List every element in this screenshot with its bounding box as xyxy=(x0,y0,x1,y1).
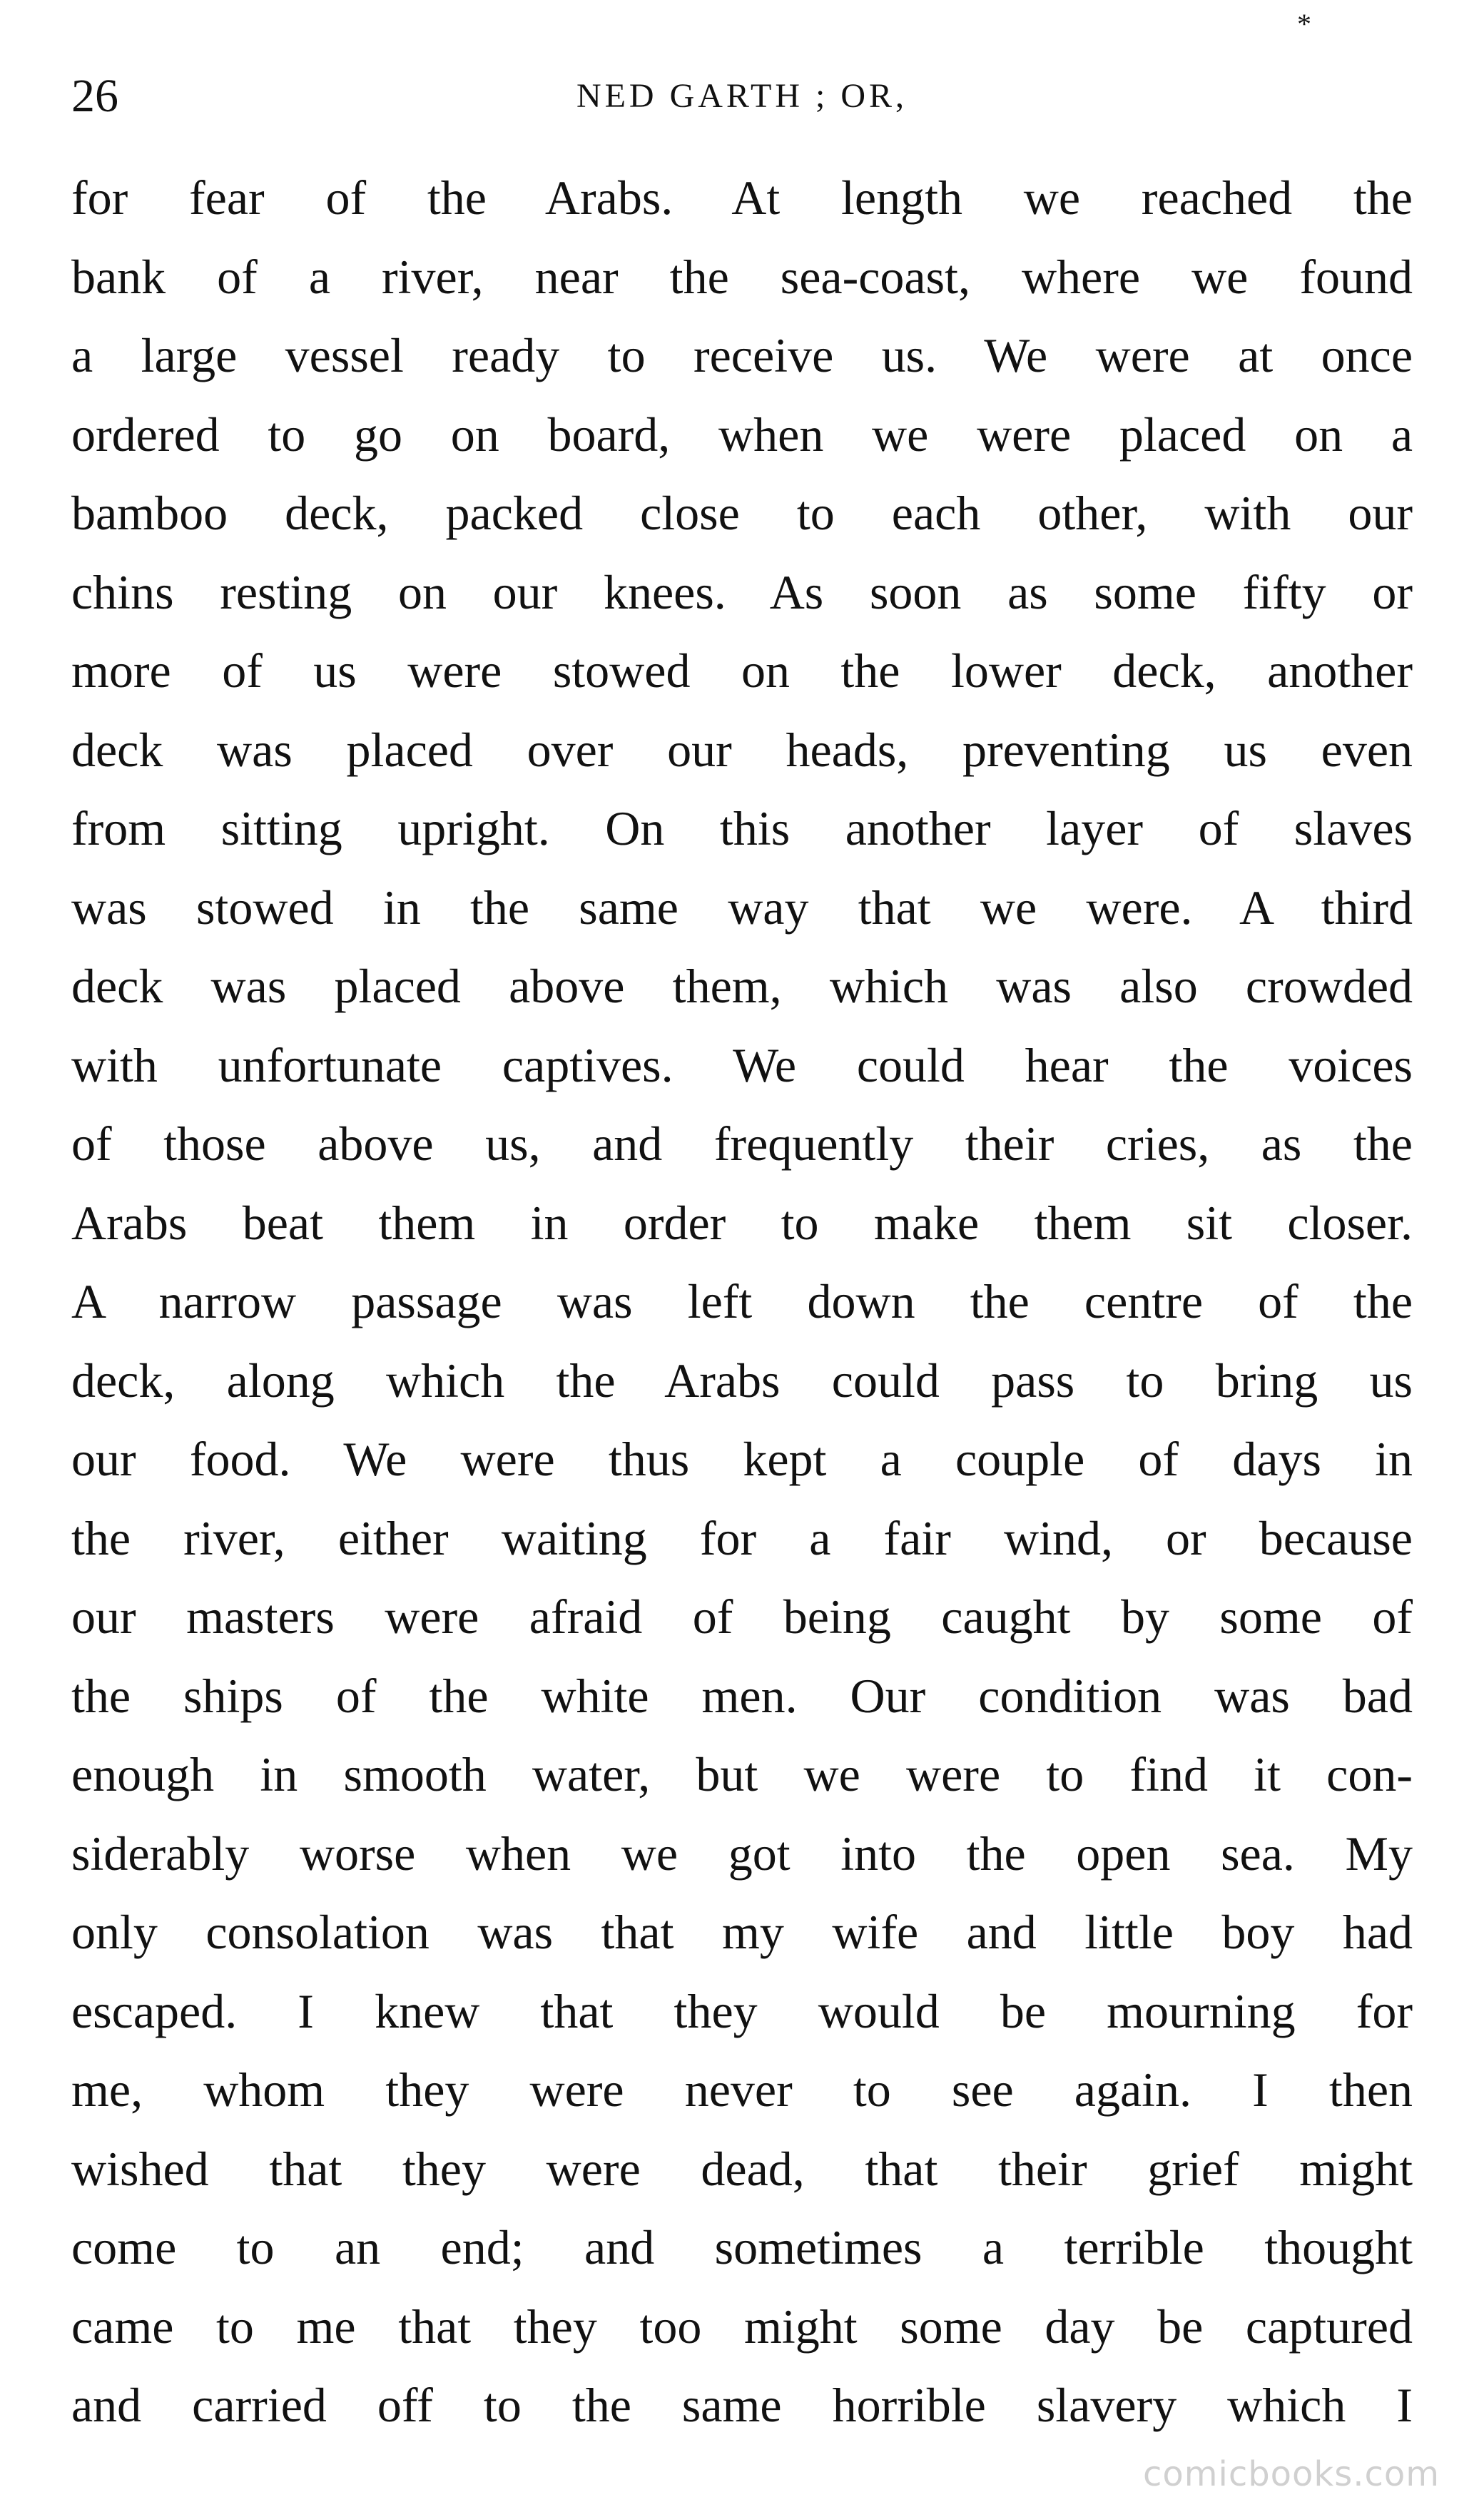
text-line: of those above us, and frequently their cries, as the xyxy=(71,1117,1413,1171)
page-number: 26 xyxy=(71,70,118,122)
text-line: from sitting upright. On this another layer of slaves xyxy=(71,801,1413,855)
text-line: bamboo deck, packed close to each other, with our xyxy=(71,486,1413,540)
text-line: came to me that they too might some day be captured xyxy=(71,2299,1413,2354)
text-line: only consolation was that my wife and little boy had xyxy=(71,1905,1413,1959)
watermark: comicbooks.com xyxy=(1142,2454,1440,2494)
text-line: siderably worse when we got into the open sea. My xyxy=(71,1826,1413,1881)
text-line: Arabs beat them in order to make them sit closer. xyxy=(71,1195,1413,1250)
body-text xyxy=(71,158,1413,2445)
text-line: the ships of the white men. Our condition was bad xyxy=(71,1668,1413,1723)
text-line: our masters were afraid of being caught by some of xyxy=(71,1590,1413,1644)
text-line: and carried off to the same horrible slavery which I xyxy=(71,2378,1413,2432)
text-line: come to an end; and sometimes a terrible thought xyxy=(71,2220,1413,2274)
text-line: with unfortunate captives. We could hear the voices xyxy=(71,1037,1413,1092)
text-line: deck was placed over our heads, preventing us even xyxy=(71,722,1413,777)
running-title: NED GARTH ; OR, xyxy=(576,77,908,115)
text-line: me, whom they were never to see again. I then xyxy=(71,2063,1413,2117)
text-line: escaped. I knew that they would be mourning for xyxy=(71,1983,1413,2038)
text-line: more of us were stowed on the lower deck, another xyxy=(71,644,1413,698)
text-line: deck, along which the Arabs could pass to bring us xyxy=(71,1353,1413,1408)
stray-print-mark: * xyxy=(1297,8,1311,40)
text-line: was stowed in the same way that we were. A third xyxy=(71,880,1413,935)
running-head xyxy=(71,68,1413,125)
text-line: enough in smooth water, but we were to find it con- xyxy=(71,1747,1413,1801)
text-line: the river, either waiting for a fair wind, or because xyxy=(71,1510,1413,1565)
text-line: ordered to go on board, when we were placed on a xyxy=(71,407,1413,462)
text-line: deck was placed above them, which was also crowded xyxy=(71,959,1413,1013)
text-line: our food. We were thus kept a couple of days in xyxy=(71,1432,1413,1486)
text-line: for fear of the Arabs. At length we reached the xyxy=(71,171,1413,225)
text-line: wished that they were dead, that their grief might xyxy=(71,2141,1413,2196)
text-line: bank of a river, near the sea-coast, where we found xyxy=(71,249,1413,304)
text-line: A narrow passage was left down the centre of the xyxy=(71,1274,1413,1328)
text-line: a large vessel ready to receive us. We were at once xyxy=(71,328,1413,382)
text-line: chins resting on our knees. As soon as some fifty or xyxy=(71,564,1413,619)
